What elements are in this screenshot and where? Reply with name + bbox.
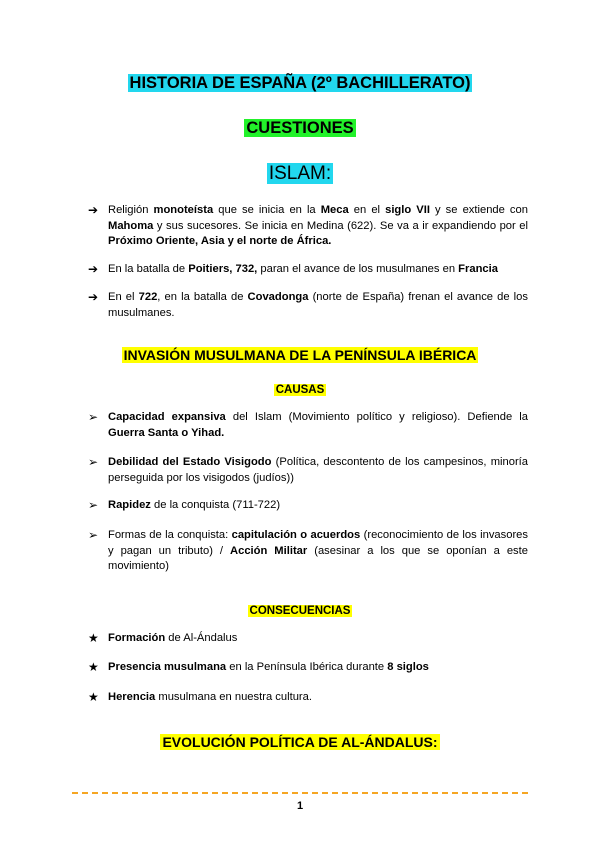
- list-item-text: [108, 290, 528, 321]
- list-item-text: [108, 660, 528, 676]
- list-bullet-icon: ➔: [88, 290, 99, 304]
- bold-text: Debilidad del Estado Visigodo: [108, 456, 272, 468]
- list-item-text: [108, 498, 528, 514]
- bold-text: Guerra Santa o Yihad.: [108, 426, 225, 439]
- text: (reconocimiento de los invasores y pagan un tributo) /: [108, 529, 528, 557]
- text: musulmana en nuestra cultura.: [155, 691, 312, 703]
- list-bullet-icon: ★: [88, 631, 99, 645]
- text: , en la batalla de: [157, 291, 248, 303]
- bold-text: Francia: [458, 263, 498, 275]
- list-bullet-icon: ➢: [88, 528, 99, 542]
- list-bullet-icon: ➔: [88, 203, 99, 217]
- bold-text: Herencia: [108, 691, 156, 703]
- document-title: HISTORIA DE ESPAÑA (2º BACHILLERATO): [129, 74, 471, 92]
- causas-heading: CAUSAS: [275, 384, 325, 396]
- text: y se extiende con: [429, 204, 528, 216]
- text: de la conquista (711-722): [150, 499, 281, 511]
- bold-text: siglo VII: [385, 204, 430, 216]
- text: en la Península Ibérica durante: [226, 661, 388, 673]
- bold-text: capitulación o acuerdos: [231, 529, 361, 541]
- list-item-text: [108, 410, 528, 441]
- causas-heading-row: [0, 380, 600, 398]
- bold-text: Rapidez: [108, 499, 151, 511]
- bold-text: Formación: [108, 632, 166, 644]
- list-item-text: [108, 262, 528, 278]
- invasion-heading-row: [0, 347, 600, 365]
- topic-row: [0, 163, 600, 185]
- text: de Al-Ándalus: [165, 632, 238, 644]
- consecuencias-heading-row: [0, 601, 600, 619]
- page-number: 1: [296, 800, 304, 812]
- document-title-row: [0, 74, 600, 93]
- text: (asesinar a los que se oponían a este movimiento): [108, 544, 528, 572]
- document-subtitle: CUESTIONES: [246, 119, 354, 137]
- footer-divider: [72, 792, 528, 794]
- text: Formas de la conquista:: [108, 529, 232, 541]
- list-bullet-icon: ➔: [88, 262, 99, 276]
- bold-text: Acción Militar: [230, 544, 308, 557]
- list-item-text: [108, 455, 528, 486]
- list-bullet-icon: ➢: [88, 410, 99, 424]
- bold-text: Capacidad expansiva: [108, 411, 226, 423]
- list-item-text: [108, 690, 528, 706]
- bold-text: Poitiers, 732,: [188, 263, 258, 275]
- list-bullet-icon: ★: [88, 690, 99, 704]
- consecuencias-heading: CONSECUENCIAS: [249, 605, 351, 617]
- text: En la batalla de: [108, 263, 189, 275]
- topic-heading: ISLAM:: [268, 163, 332, 184]
- text: Religión: [108, 204, 154, 216]
- bold-text: Covadonga: [247, 291, 309, 303]
- list-bullet-icon: ★: [88, 660, 99, 674]
- text: en el: [348, 204, 386, 216]
- list-item-text: [108, 203, 528, 250]
- list-item-text: [108, 631, 528, 647]
- evolucion-heading: EVOLUCIÓN POLÍTICA DE AL-ÁNDALUS:: [162, 734, 438, 750]
- text: paran el avance de los musulmanes en: [257, 263, 459, 275]
- text: del Islam (Movimiento político y religioso). Defiende la: [225, 411, 528, 423]
- subtitle-row: [0, 119, 600, 138]
- text: (Política, descontento de los campesinos, minoría perseguida por los visigodos (judíos)): [108, 456, 528, 484]
- bold-text: monoteísta: [153, 204, 214, 216]
- bold-text: 722: [138, 291, 158, 303]
- text: En el: [108, 291, 139, 303]
- list-bullet-icon: ➢: [88, 455, 99, 469]
- text: y sus sucesores. Se inicia en Medina (622). Se va a ir expandiendo por el: [153, 219, 528, 232]
- bold-text: Próximo Oriente, Asia y el norte de África.: [108, 235, 332, 247]
- text: (norte de España) frenan el avance de los musulmanes.: [108, 291, 528, 319]
- bold-text: Meca: [320, 204, 349, 216]
- bold-text: 8 siglos: [387, 661, 429, 673]
- bold-text: Mahoma: [108, 219, 154, 232]
- list-bullet-icon: ➢: [88, 498, 99, 512]
- invasion-heading: INVASIÓN MUSULMANA DE LA PENÍNSULA IBÉRICA: [123, 347, 477, 363]
- list-item-text: [108, 528, 528, 575]
- text: que se inicia en la: [213, 204, 321, 216]
- bold-text: Presencia musulmana: [108, 661, 227, 673]
- evolucion-heading-row: [0, 734, 600, 752]
